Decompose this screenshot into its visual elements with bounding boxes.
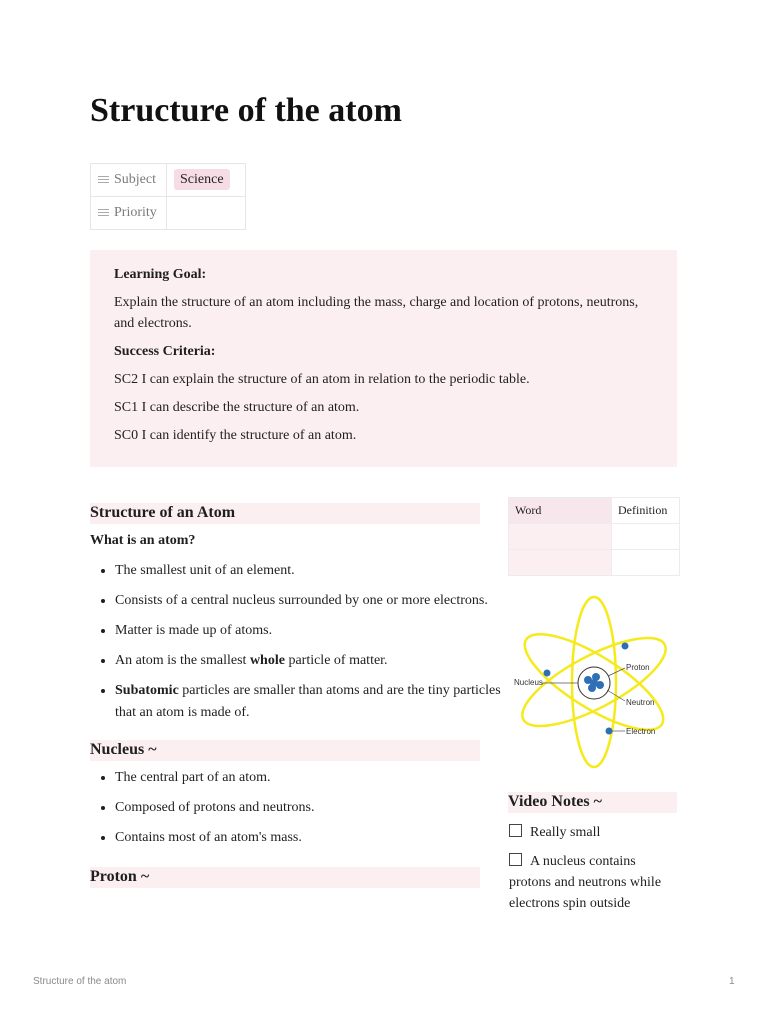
checkbox[interactable] <box>509 824 522 837</box>
bold-text: whole <box>249 653 285 668</box>
structure-heading: Structure of an Atom <box>90 503 480 524</box>
property-row-priority[interactable] <box>91 197 246 230</box>
learning-goal-callout <box>90 250 677 467</box>
nucleus-heading: Nucleus ~ <box>90 740 480 761</box>
electron-label: Electron <box>626 727 656 736</box>
what-is-atom-question: What is an atom? <box>90 533 196 548</box>
learning-goal-text: Explain the structure of an atom including the mass, charge and location of protons, neutrons, and electrons. <box>114 295 639 331</box>
list-icon <box>98 207 109 218</box>
list-item: • Matter is made up of atoms. <box>115 620 505 642</box>
learning-goal-label: Learning Goal: <box>114 267 207 282</box>
property-key <box>91 197 167 230</box>
list-icon <box>98 174 109 185</box>
checkbox[interactable] <box>509 853 522 866</box>
list-item: • The central part of an atom. <box>115 767 505 789</box>
list-item: • Contains most of an atom's mass. <box>115 827 505 849</box>
todo-item <box>509 822 677 843</box>
table-row[interactable] <box>509 550 680 576</box>
proton-particle <box>590 679 598 687</box>
success-criteria-label: Success Criteria: <box>114 344 216 359</box>
atom-diagram <box>508 594 678 772</box>
text-run: An atom is the smallest <box>115 653 250 668</box>
bold-text: Subatomic <box>115 683 179 698</box>
property-key-label: Subject <box>114 172 156 187</box>
property-value[interactable] <box>167 164 246 197</box>
list-item: • The smallest unit of an element. <box>115 560 505 582</box>
nucleus-bullet-list <box>90 767 505 857</box>
subject-tag: Science <box>174 169 230 190</box>
todo-text: Really small <box>530 825 601 840</box>
table-cell[interactable] <box>612 524 680 550</box>
criterion-sc0: SC0 I can identify the structure of an atom. <box>114 428 357 443</box>
list-item: • Consists of a central nucleus surrounded by one or more electrons. <box>115 590 505 612</box>
table-cell[interactable] <box>509 524 612 550</box>
neutron-label: Neutron <box>626 698 655 707</box>
proton-label: Proton <box>626 663 650 672</box>
proton-heading: Proton ~ <box>90 867 480 888</box>
todo-text: A nucleus contains protons and neutrons while electrons spin outside <box>509 854 662 911</box>
table-header-row <box>509 498 680 524</box>
list-item <box>115 680 505 724</box>
atom-bullet-list <box>90 560 505 732</box>
video-notes-heading: Video Notes ~ <box>508 792 677 813</box>
property-value-empty[interactable] <box>167 197 246 230</box>
todo-item <box>509 851 677 914</box>
criterion-sc1: SC1 I can describe the structure of an atom. <box>114 400 360 415</box>
table-cell[interactable] <box>612 550 680 576</box>
footer-doc-title: Structure of the atom <box>33 976 127 987</box>
text-run: particles are smaller than atoms and are the tiny particles that an atom is made of. <box>115 683 501 720</box>
electron-particle <box>544 670 551 677</box>
criterion-sc2: SC2 I can explain the structure of an atom in relation to the periodic table. <box>114 372 530 387</box>
list-item: • Composed of protons and neutrons. <box>115 797 505 819</box>
table-cell[interactable] <box>509 550 612 576</box>
electron-particle <box>622 643 629 650</box>
property-key-label: Priority <box>114 205 157 220</box>
text-run: particle of matter. <box>284 653 388 668</box>
column-header-word: Word <box>509 498 612 524</box>
nucleus-label: Nucleus <box>514 678 543 687</box>
word-definition-table <box>508 497 680 576</box>
electron-particle <box>606 728 613 735</box>
property-row-subject[interactable] <box>91 164 246 197</box>
footer-page-number: 1 <box>729 976 735 987</box>
column-header-definition: Definition <box>612 498 680 524</box>
page-title: Structure of the atom <box>90 92 402 129</box>
list-item <box>115 650 505 672</box>
table-row[interactable] <box>509 524 680 550</box>
properties-table <box>90 163 246 230</box>
property-key <box>91 164 167 197</box>
